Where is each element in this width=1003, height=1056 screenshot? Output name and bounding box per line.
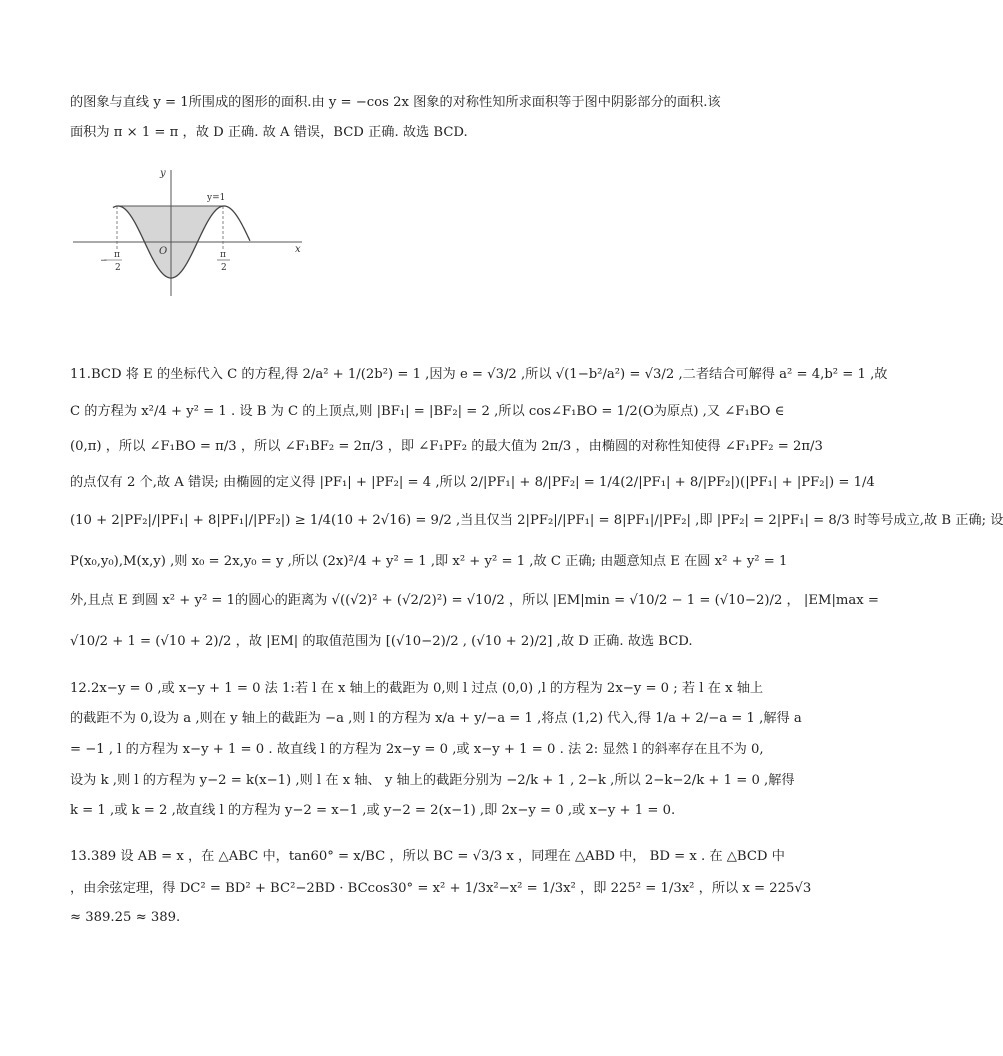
- left-tick-top: π: [114, 250, 120, 260]
- text-line-15: k = 1 ,或 k = 2 ,故直线 l 的方程为 y−2 = x−1 ,或 y−2 = 2(x−1) ,即 2x−y = 0 ,或 x−y + 1 = 0.: [70, 803, 676, 818]
- text-line-8: P(x₀,y₀),M(x,y) ,则 x₀ = 2x,y₀ = y ,所以 (2x)²/4 + y² = 1 ,即 x² + y² = 1 ,故 C 正确; 由题意知点 E 在圆 x² + y² = 1: [70, 554, 788, 569]
- text-line-9: 外,且点 E 到圆 x² + y² = 1的圆心的距离为 √((√2)² + (√2/2)²) = √10/2 ，所以 |EM|min = √10/2 − 1 = (√10−2)/2 ， |EM|max =: [70, 593, 879, 608]
- right-tick-top: π: [220, 250, 226, 260]
- text-line-2: 面积为 π × 1 = π ，故 D 正确. 故 A 错误，BCD 正确. 故选 BCD.: [70, 125, 468, 140]
- text-line-14: 设为 k ,则 l 的方程为 y−2 = k(x−1) ,则 l 在 x 轴、 y 轴上的截距分别为 −2/k + 1 , 2−k ,所以 2−k−2/k + 1 = 0 ,解得: [70, 773, 795, 788]
- text-line-11: 12.2x−y = 0 ,或 x−y + 1 = 0 法 1:若 l 在 x 轴上的截距为 0,则 l 过点 (0,0) ,l 的方程为 2x−y = 0 ; 若 l 在 x 轴上: [70, 681, 764, 696]
- curve-label: y=1: [207, 193, 226, 203]
- text-line-5: (0,π) ，所以 ∠F₁BO = π/3 ，所以 ∠F₁BF₂ = 2π/3 ，即 ∠F₁PF₂ 的最大值为 2π/3 ，由椭圆的对称性知使得 ∠F₁PF₂ = 2π/3: [70, 439, 823, 454]
- origin-label: O: [159, 246, 168, 257]
- text-line-12: 的截距不为 0,设为 a ,则在 y 轴上的截距为 −a ,则 l 的方程为 x/a + y/−a = 1 ,将点 (1,2) 代入,得 1/a + 2/−a = 1 ,解得 a: [70, 711, 802, 726]
- text-line-13: = −1 , l 的方程为 x−y + 1 = 0 . 故直线 l 的方程为 2x−y = 0 ,或 x−y + 1 = 0 . 法 2: 显然 l 的斜率存在且不为 0,: [70, 742, 764, 757]
- text-line-3: 11.BCD 将 E 的坐标代入 C 的方程,得 2/a² + 1/(2b²) = 1 ,因为 e = √3/2 ,所以 √(1−b²/a²) = √3/2 ,二者结合可解得 a² = 4,b² = 1 ,故: [70, 367, 888, 382]
- left-tick-bottom: 2: [115, 263, 121, 273]
- left-tick-minus: −: [100, 256, 108, 266]
- cosine-graph-figure: [70, 160, 310, 300]
- right-tick-bottom: 2: [221, 263, 227, 273]
- text-line-1: 的图象与直线 y = 1所围成的图形的面积.由 y = −cos 2x 图象的对称性知所求面积等于图中阴影部分的面积.该: [70, 95, 721, 110]
- text-line-6: 的点仅有 2 个,故 A 错误; 由椭圆的定义得 |PF₁| + |PF₂| = 4 ,所以 2/|PF₁| + 8/|PF₂| = 1/4(2/|PF₁| + 8/|PF₂|)(|PF₁| + |PF₂|) = 1/4: [70, 475, 875, 490]
- text-line-17: ，由余弦定理，得 DC² = BD² + BC²−2BD · BCcos30° = x² + 1/3x²−x² = 1/3x² ，即 225² = 1/3x² ，所以 x = 225√3: [70, 881, 812, 896]
- text-line-16: 13.389 设 AB = x ，在 △ABC 中，tan60° = x/BC ，所以 BC = √3/3 x ，同理在 △ABD 中， BD = x . 在 △BCD 中: [70, 849, 785, 864]
- x-axis-label: x: [295, 244, 301, 255]
- text-line-10: √10/2 + 1 = (√10 + 2)/2 ，故 |EM| 的取值范围为 [(√10−2)/2 , (√10 + 2)/2] ,故 D 正确. 故选 BCD.: [70, 634, 693, 649]
- text-line-4: C 的方程为 x²/4 + y² = 1 . 设 B 为 C 的上顶点,则 |BF₁| = |BF₂| = 2 ,所以 cos∠F₁BO = 1/2(O为原点) ,又 ∠F₁BO ∈: [70, 404, 785, 419]
- text-line-18: ≈ 389.25 ≈ 389.: [70, 910, 181, 925]
- y-axis-label: y: [160, 168, 166, 179]
- text-line-7: (10 + 2|PF₂|/|PF₁| + 8|PF₁|/|PF₂|) ≥ 1/4(10 + 2√16) = 9/2 ,当且仅当 2|PF₂|/|PF₁| = 8|PF₁|/|PF₂| ,即 |PF₂| = 2|PF₁| = 8/3 时等号成立,故 B 正确; 设: [70, 513, 1003, 528]
